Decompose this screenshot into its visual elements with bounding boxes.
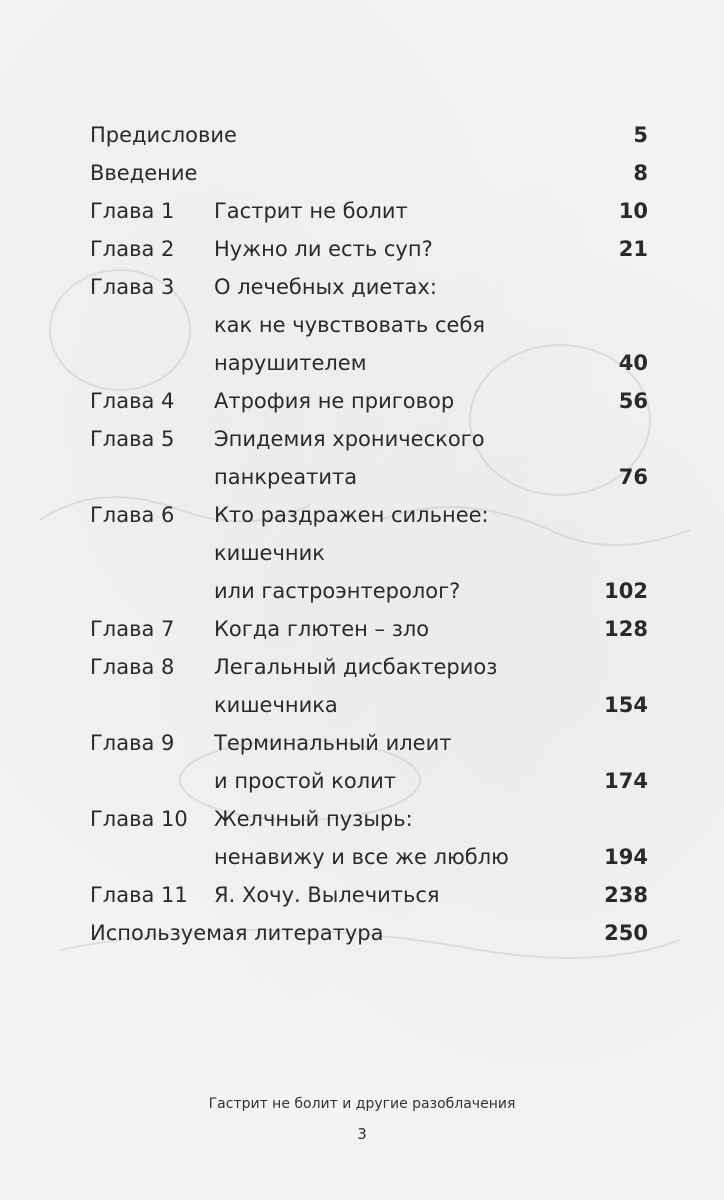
toc-line (90, 648, 650, 686)
toc-line (90, 496, 650, 534)
toc-entry-title: Гастрит не болит (214, 199, 408, 223)
toc-entry-title: ненавижу и все же люблю (214, 845, 509, 869)
toc-chapter-label: Глава 10 (90, 807, 188, 831)
toc-chapter-label: Глава 5 (90, 427, 175, 451)
toc-line (90, 800, 650, 838)
toc-entry-title: кишечник (214, 541, 325, 565)
toc-line (90, 344, 650, 382)
toc-line (90, 116, 650, 154)
toc-page-number: 174 (604, 769, 648, 793)
toc-entry-title: кишечника (214, 693, 338, 717)
toc-chapter-label: Глава 7 (90, 617, 175, 641)
toc-entry-title: Нужно ли есть суп? (214, 237, 433, 261)
toc-page-number: 40 (618, 351, 648, 375)
toc-page-number: 154 (604, 693, 648, 717)
toc-entry-title: Атрофия не приговор (214, 389, 455, 413)
toc-chapter-label: Глава 4 (90, 389, 175, 413)
toc-entry-title: Введение (90, 161, 198, 185)
toc-page-number: 102 (604, 579, 648, 603)
toc-chapter-label: Глава 11 (90, 883, 188, 907)
toc-entry-title: нарушителем (214, 351, 367, 375)
toc-page-number: 21 (618, 237, 648, 261)
toc-entry-title: Предисловие (90, 123, 237, 147)
toc-line (90, 306, 650, 344)
toc-line (90, 534, 650, 572)
toc-page-number: 128 (604, 617, 648, 641)
toc-entry-title: Кто раздражен сильнее: (214, 503, 489, 527)
toc-entry-title: Легальный дисбактериоз (214, 655, 498, 679)
toc-chapter-label: Глава 6 (90, 503, 175, 527)
toc-page-number: 8 (633, 161, 648, 185)
toc-line (90, 458, 650, 496)
table-of-contents (90, 116, 650, 952)
toc-line (90, 876, 650, 914)
toc-chapter-label: Глава 8 (90, 655, 175, 679)
toc-chapter-label: Глава 2 (90, 237, 175, 261)
toc-entry-title: Когда глютен – зло (214, 617, 430, 641)
toc-line (90, 382, 650, 420)
toc-page-number: 238 (604, 883, 648, 907)
toc-line (90, 230, 650, 268)
toc-entry-title: Используемая литература (90, 921, 384, 945)
toc-line (90, 838, 650, 876)
toc-entry-title: Я. Хочу. Вылечиться (214, 883, 440, 907)
toc-page-number: 76 (618, 465, 648, 489)
toc-page-number: 250 (604, 921, 648, 945)
running-footer-book-title: Гастрит не болит и другие разоблачения (208, 1096, 516, 1112)
toc-line (90, 610, 650, 648)
toc-line (90, 154, 650, 192)
toc-line (90, 572, 650, 610)
toc-entry-title: и простой колит (214, 769, 397, 793)
toc-entry-title: как не чувствовать себя (214, 313, 486, 337)
toc-page-number: 5 (633, 123, 648, 147)
toc-entry-title: или гастроэнтеролог? (214, 579, 461, 603)
toc-page-number: 194 (604, 845, 648, 869)
toc-chapter-label: Глава 1 (90, 199, 175, 223)
toc-line (90, 762, 650, 800)
toc-line (90, 914, 650, 952)
toc-entry-title: О лечебных диетах: (214, 275, 437, 299)
toc-chapter-label: Глава 9 (90, 731, 175, 755)
toc-entry-title: панкреатита (214, 465, 358, 489)
toc-entry-title: Эпидемия хронического (214, 427, 485, 451)
toc-line (90, 686, 650, 724)
toc-chapter-label: Глава 3 (90, 275, 175, 299)
toc-entry-title: Желчный пузырь: (214, 807, 413, 831)
page-number: 3 (357, 1125, 367, 1143)
toc-page-number: 56 (618, 389, 648, 413)
toc-line (90, 724, 650, 762)
toc-page-number: 10 (618, 199, 648, 223)
toc-line (90, 420, 650, 458)
toc-line (90, 268, 650, 306)
toc-entry-title: Терминальный илеит (214, 731, 452, 755)
toc-line (90, 192, 650, 230)
